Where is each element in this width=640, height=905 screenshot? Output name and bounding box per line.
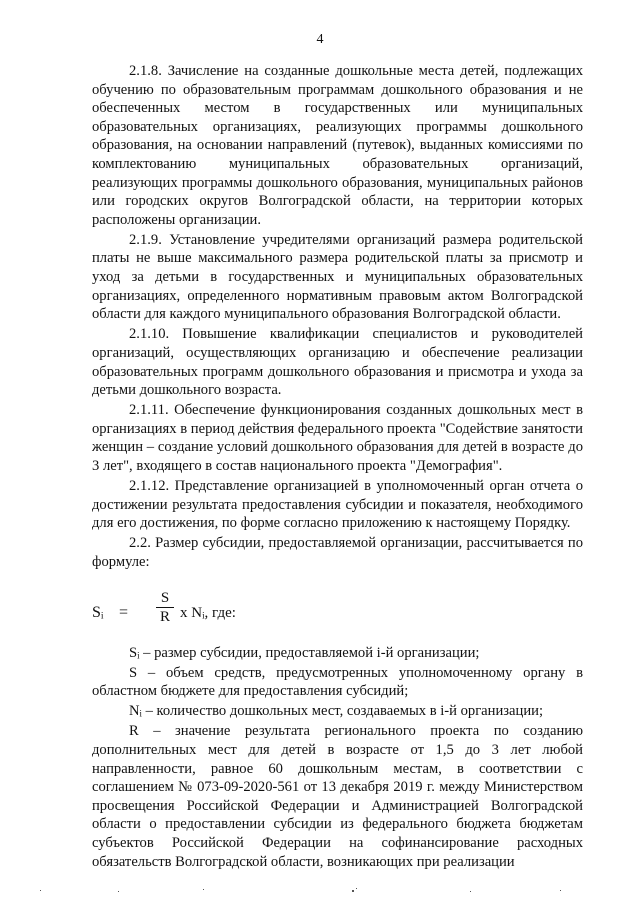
definition-si: Sᵢ – размер субсидии, предоставляемой i-й организации; xyxy=(129,644,480,661)
definition-r: R – значение результата регионального проекта по созданию дополнительных мест для детей в возрасте от 1,5 до 3 лет любой направленности, равное 60 дошкольным местам, в соответствии с соглашением № 073-09-2020-561 от 13 декабря 2019 г. между Министерством просвещения Российской Федерации и Администрацией Волгоградской области о предоставлении субсидии из федерального бюджета бюджетам субъектов Российской Федерации на софинансирование расходных обязательств Волгоградской области, возникающих при реализации xyxy=(92,723,583,870)
definition-ni: Nᵢ – количество дошкольных мест, создаваемых в i-й организации; xyxy=(129,703,544,720)
definition-s: S – объем средств, предусмотренных уполномоченному органу в областном бюджете для предоставления субсидий; xyxy=(92,664,583,700)
paragraph-2-2: 2.2. Размер субсидии, предоставляемой организации, рассчитывается по формуле: xyxy=(92,535,583,570)
formula-numerator: S xyxy=(160,589,170,606)
formula-fraction xyxy=(156,590,174,625)
scan-noise xyxy=(0,888,640,894)
paragraph-2-1-8: 2.1.8. Зачисление на созданные дошкольные места детей, подлежащих обучению по образовательным программам дошкольного образования и не обеспеченных местом в государственных или муниципальных образовательных организациях, реализующих программы дошкольного образования, на основании направлений (путевок), выданных комиссиями по комплектованию муниципальных образовательных организаций, реализующих программы дошкольного образования, муниципальных районов или городских округов Волгоградской области, на территории которых расположены организации. xyxy=(92,63,583,228)
paragraph-2-1-10: 2.1.10. Повышение квалификации специалистов и руководителей организаций, осуществляющих организацию и обеспечение реализации образовательных программ дошкольного образования и присмотра и ухода за детьми дошкольного возраста. xyxy=(92,326,583,399)
formula-equals: = xyxy=(119,603,129,621)
paragraph-2-1-9: 2.1.9. Установление учредителями организаций размера родительской платы не выше максимального размера родительской платы за присмотр и уход за детьми в государственных и муниципальных образовательных организациях, определенного нормативным правовым актом Волгоградской области для каждого муниципального образования Волгоградской области. xyxy=(92,231,583,323)
fraction-bar xyxy=(156,607,174,608)
page-number: 4 xyxy=(316,32,324,47)
document-body xyxy=(92,62,583,873)
subsidy-formula xyxy=(92,590,583,630)
paragraph-2-1-12: 2.1.12. Представление организацией в уполномоченный орган отчета о достижении результата предоставления субсидии и показателя, необходимого для его достижения, по форме согласно приложению к настоящему Порядку. xyxy=(92,478,583,532)
formula-denominator: R xyxy=(159,608,170,625)
paragraph-2-1-11: 2.1.11. Обеспечение функционирования созданных дошкольных мест в организациях в период действия федерального проекта "Содействие занятости женщин – создание условий дошкольного образования для детей в возрасте до 3 лет", входящего в состав национального проекта "Демография". xyxy=(92,402,583,474)
formula-lhs: Sᵢ xyxy=(92,603,104,621)
formula-rest: x Nᵢ, где: xyxy=(180,604,236,621)
